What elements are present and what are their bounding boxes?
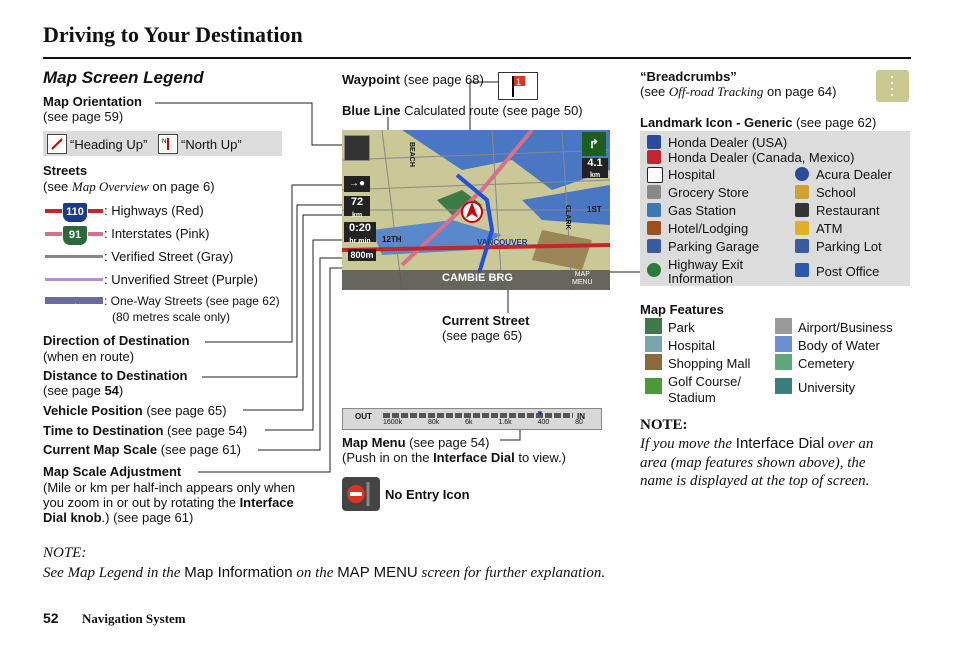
zoom-scale-bar[interactable]: [342, 408, 602, 430]
map-street-1st: 1ST: [587, 205, 602, 214]
bottom-note-text: See Map Legend in the Map Information on the MAP MENU screen for further explanation.: [43, 564, 606, 581]
map-street-beach: BEACH: [408, 142, 415, 167]
parking-garage-icon: [647, 239, 661, 253]
feature-mall: Shopping Mall: [668, 356, 751, 371]
map-menu-button[interactable]: MAP MENU: [572, 271, 593, 286]
zoom-ticks: [383, 413, 573, 418]
feature-golf-1: Golf Course/: [668, 374, 741, 389]
lm-grocery: Grocery Store: [668, 185, 749, 200]
map-menu-sub: (Push in on the Interface Dial to view.): [342, 450, 567, 465]
feature-university: University: [798, 380, 856, 395]
restaurant-icon: [795, 203, 809, 217]
breadcrumbs-icon: [876, 70, 909, 102]
svg-text:1: 1: [516, 77, 522, 87]
highway-text: : Highways (Red): [104, 203, 204, 218]
lm-lot: Parking Lot: [816, 239, 882, 254]
distance-readout: 72 km: [344, 196, 370, 216]
lm-gas: Gas Station: [668, 203, 736, 218]
time-to-destination: Time to Destination (see page 54): [43, 423, 248, 438]
honda-usa-icon: [647, 135, 661, 149]
water-swatch: [775, 336, 792, 352]
lm-garage: Parking Garage: [668, 239, 760, 254]
zoom-marker-icon: ▼: [536, 409, 544, 418]
distance-sub: (see page 54): [43, 383, 124, 398]
current-street-caption: Current Street: [442, 313, 530, 328]
lm-acura: Acura Dealer: [816, 167, 892, 182]
highway-shield-icon: 110: [62, 202, 88, 223]
map-street-12th: 12TH: [382, 235, 402, 244]
map-city-label: VANCOUVER: [477, 238, 528, 247]
scale-readout: 800m: [348, 249, 376, 261]
mall-swatch: [645, 354, 662, 370]
feature-park: Park: [668, 320, 695, 335]
right-note-l1: If you move the Interface Dial over an: [640, 435, 874, 452]
atm-icon: [795, 221, 809, 235]
golf-swatch: [645, 378, 662, 394]
feature-water: Body of Water: [798, 338, 880, 353]
lm-school: School: [816, 185, 856, 200]
bottom-note-label: NOTE:: [43, 545, 87, 561]
map-screen[interactable]: [342, 130, 610, 290]
oneway-text-2: (80 metres scale only): [112, 310, 231, 324]
lm-dealer-usa: Honda Dealer (USA): [668, 135, 788, 150]
scale-adjust-l1: (Mile or km per half-inch appears only when: [43, 480, 296, 495]
turn-distance: 4.1 km: [582, 158, 608, 178]
verified-text: : Verified Street (Gray): [104, 249, 234, 264]
lm-post: Post Office: [816, 264, 880, 279]
feature-hospital: Hospital: [668, 338, 715, 353]
breadcrumbs-label: “Breadcrumbs”: [640, 69, 737, 84]
distance-label: Distance to Destination: [43, 368, 188, 383]
legend-heading: Map Screen Legend: [43, 68, 204, 87]
school-icon: [795, 185, 809, 199]
waypoint-caption: Waypoint (see page 68): [342, 72, 484, 87]
current-street-name: CAMBIE BRG: [442, 272, 513, 284]
zoom-in-label: IN: [577, 412, 585, 421]
map-orientation-icon: [344, 135, 370, 161]
feature-cemetery: Cemetery: [798, 356, 855, 371]
heading-up-label: “Heading Up”: [70, 137, 148, 152]
right-note-label: NOTE:: [640, 417, 688, 433]
hotel-icon: [647, 221, 661, 235]
waypoint-flag-icon: [498, 72, 538, 100]
map-street-clark: CLARK: [564, 205, 571, 230]
hospital-swatch: [645, 336, 662, 352]
vehicle-position: Vehicle Position (see page 65): [43, 403, 227, 418]
landmark-box: [640, 131, 910, 286]
interstate-shield-icon: 91: [62, 225, 88, 246]
map-menu-caption: Map Menu (see page 54): [342, 435, 490, 450]
page-number: 52: [43, 610, 59, 626]
university-swatch: [775, 378, 792, 394]
north-up-label: “North Up”: [181, 137, 242, 152]
scale-adjust-label: Map Scale Adjustment: [43, 464, 182, 479]
orientation-ref: (see page 59): [43, 109, 124, 124]
footer-title: Navigation System: [82, 611, 186, 626]
highway-exit-icon: [647, 263, 661, 277]
zoom-tick-labels: 1600k 80k 6k 1.6k 400 80: [383, 419, 583, 426]
lm-atm: ATM: [816, 221, 843, 236]
gas-icon: [647, 203, 661, 217]
direction-sub: (when en route): [43, 349, 135, 364]
lm-exit-2: Information: [668, 271, 734, 286]
lm-exit-1: Highway Exit: [668, 257, 744, 272]
lm-hotel: Hotel/Lodging: [668, 221, 749, 236]
direction-icon: →●: [344, 176, 370, 192]
cemetery-swatch: [775, 354, 792, 370]
current-street-ref: (see page 65): [442, 328, 523, 343]
zoom-out-label: OUT: [355, 412, 372, 421]
lm-restaurant: Restaurant: [816, 203, 880, 218]
interstate-text: : Interstates (Pink): [104, 226, 210, 241]
acura-icon: [795, 167, 809, 181]
page-title: Driving to Your Destination: [43, 22, 303, 47]
airport-swatch: [775, 318, 792, 334]
direction-label: Direction of Destination: [43, 333, 190, 348]
streets-label: Streets: [43, 163, 88, 178]
landmark-caption: Landmark Icon - Generic (see page 62): [640, 115, 877, 130]
lm-dealer-can: Honda Dealer (Canada, Mexico): [668, 150, 855, 165]
parking-lot-icon: [795, 239, 809, 253]
oneway-text: : One-Way Streets (see page 62): [104, 294, 280, 308]
right-note-l2: area (map features shown above), the: [640, 455, 866, 471]
feature-golf-2: Stadium: [668, 390, 716, 405]
grocery-icon: [647, 185, 661, 199]
unverified-text: : Unverified Street (Purple): [104, 272, 258, 287]
blueline-caption: Blue Line Calculated route (see page 50): [342, 103, 583, 118]
no-entry-icon: [342, 477, 380, 511]
scale-adjust-l2: you zoom in or out by rotating the Interface: [43, 495, 294, 510]
lm-hospital: Hospital: [668, 167, 715, 182]
feature-airport: Airport/Business: [798, 320, 893, 335]
park-swatch: [645, 318, 662, 334]
right-note-l3: name is displayed at the top of screen.: [640, 473, 870, 489]
svg-text:N: N: [162, 139, 167, 145]
current-map-scale: Current Map Scale (see page 61): [43, 442, 241, 457]
no-entry-label: No Entry Icon: [385, 487, 470, 502]
features-label: Map Features: [640, 302, 724, 317]
scale-adjust-l3: Dial knob.) (see page 61): [43, 510, 194, 525]
breadcrumbs-ref: (see Off-road Tracking on page 64): [640, 84, 837, 99]
orientation-label: Map Orientation: [43, 94, 142, 109]
post-office-icon: [795, 263, 809, 277]
time-readout: 0:20 hr min: [344, 222, 376, 242]
honda-canada-icon: [647, 150, 661, 164]
streets-ref: (see Map Overview on page 6): [43, 179, 215, 194]
turn-arrow-icon: ↱: [582, 132, 606, 156]
hospital-icon: [647, 167, 663, 183]
